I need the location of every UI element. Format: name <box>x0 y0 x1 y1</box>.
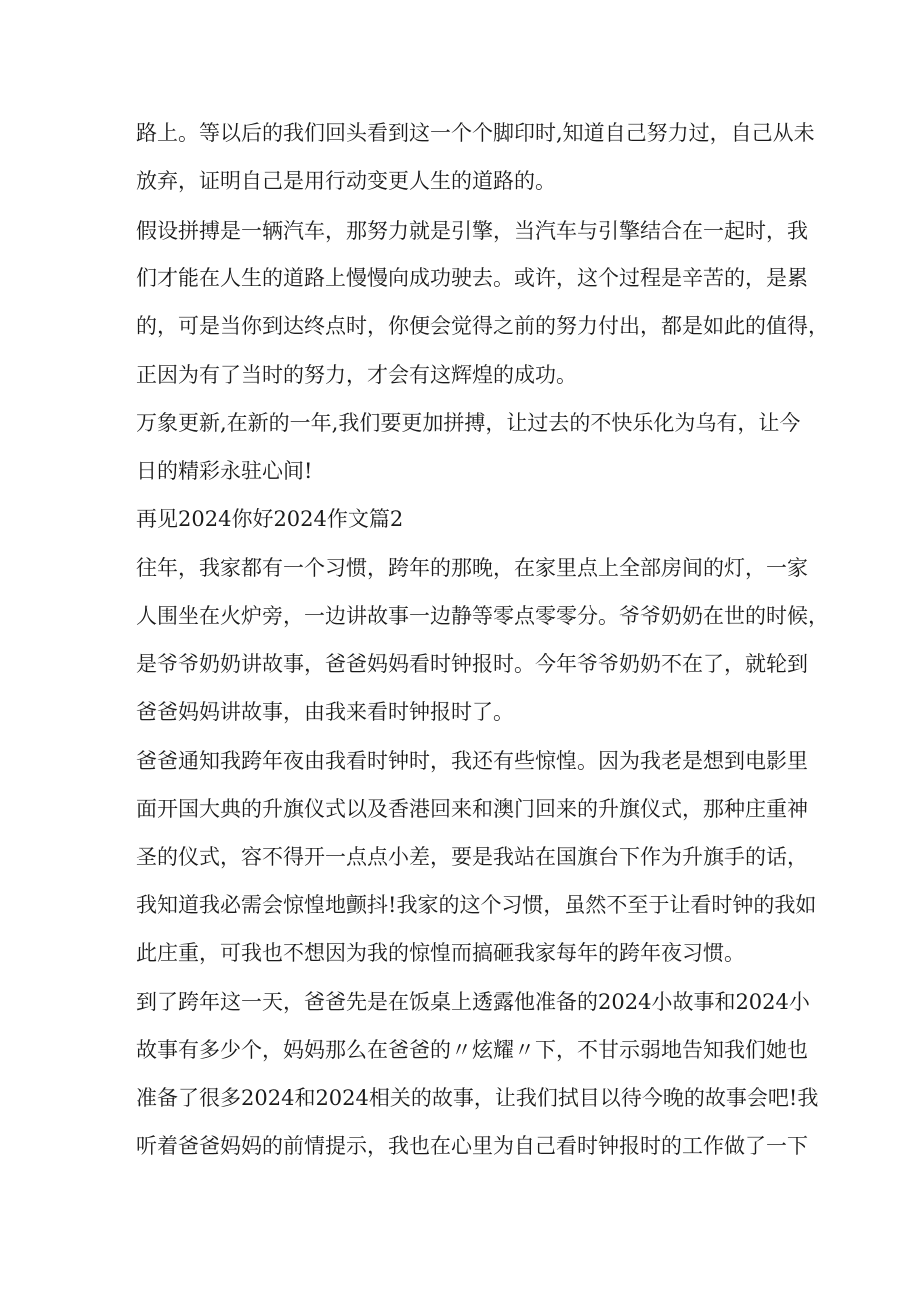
text-line: 人围坐在火炉旁，一边讲故事一边静等零点零零分。爷爷奶奶在世的时候， <box>136 604 829 628</box>
text-line: 路上。等以后的我们回头看到这一个个脚印时,知道自己努力过，自己从未 <box>136 121 815 145</box>
text-line: 故事有多少个，妈妈那么在爸爸的〃炫耀〃下，不甘示弱地告知我们她也 <box>136 1038 808 1062</box>
text-line: 我知道我必需会惊惶地颤抖!我家的这个习惯，虽然不至于让看时钟的我如 <box>136 893 817 917</box>
text-line: 准备了很多2024和2024相关的故事，让我们拭目以待今晚的故事会吧!我 <box>136 1086 819 1110</box>
text-line: 假设拼搏是一辆汽车，那努力就是引擎，当汽车与引擎结合在一起时，我 <box>136 219 808 243</box>
text-line: 面开国大典的升旗仪式以及香港回来和澳门回来的升旗仪式，那种庄重神 <box>136 797 808 821</box>
text-line: 万象更新,在新的一年,我们要更加拼搏，让过去的不快乐化为乌有，让今 <box>136 411 801 435</box>
text-line: 的，可是当你到达终点时，你便会觉得之前的努力付出，都是如此的值得， <box>136 314 829 338</box>
section-heading: 再见2024你好2024作文篇2 <box>136 507 404 531</box>
text-line: 是爷爷奶奶讲故事，爸爸妈妈看时钟报时。今年爷爷奶奶不在了，就轮到 <box>136 652 808 676</box>
text-line: 往年，我家都有一个习惯，跨年的那晚，在家里点上全部房间的灯，一家 <box>136 556 808 580</box>
text-line: 正因为有了当时的努力，才会有这辉煌的成功。 <box>136 363 577 387</box>
text-line: 爸爸通知我跨年夜由我看时钟时，我还有些惊惶。因为我老是想到电影里 <box>136 749 808 773</box>
text-line: 圣的仪式，容不得开一点点小差，要是我站在国旗台下作为升旗手的话， <box>136 845 808 869</box>
text-line: 日的精彩永驻心间! <box>136 459 313 483</box>
text-line: 此庄重，可我也不想因为我的惊惶而搞砸我家每年的跨年夜习惯。 <box>136 941 745 965</box>
text-line: 听着爸爸妈妈的前情提示，我也在心里为自己看时钟报时的工作做了一下 <box>136 1134 808 1158</box>
text-line: 到了跨年这一天，爸爸先是在饭桌上透露他准备的2024小故事和2024小 <box>136 990 810 1014</box>
text-line: 放弃，证明自己是用行动变更人生的道路的。 <box>136 169 556 193</box>
text-line: 们才能在人生的道路上慢慢向成功驶去。或许，这个过程是辛苦的，是累 <box>136 266 808 290</box>
text-line: 爸爸妈妈讲故事，由我来看时钟报时了。 <box>136 700 514 724</box>
